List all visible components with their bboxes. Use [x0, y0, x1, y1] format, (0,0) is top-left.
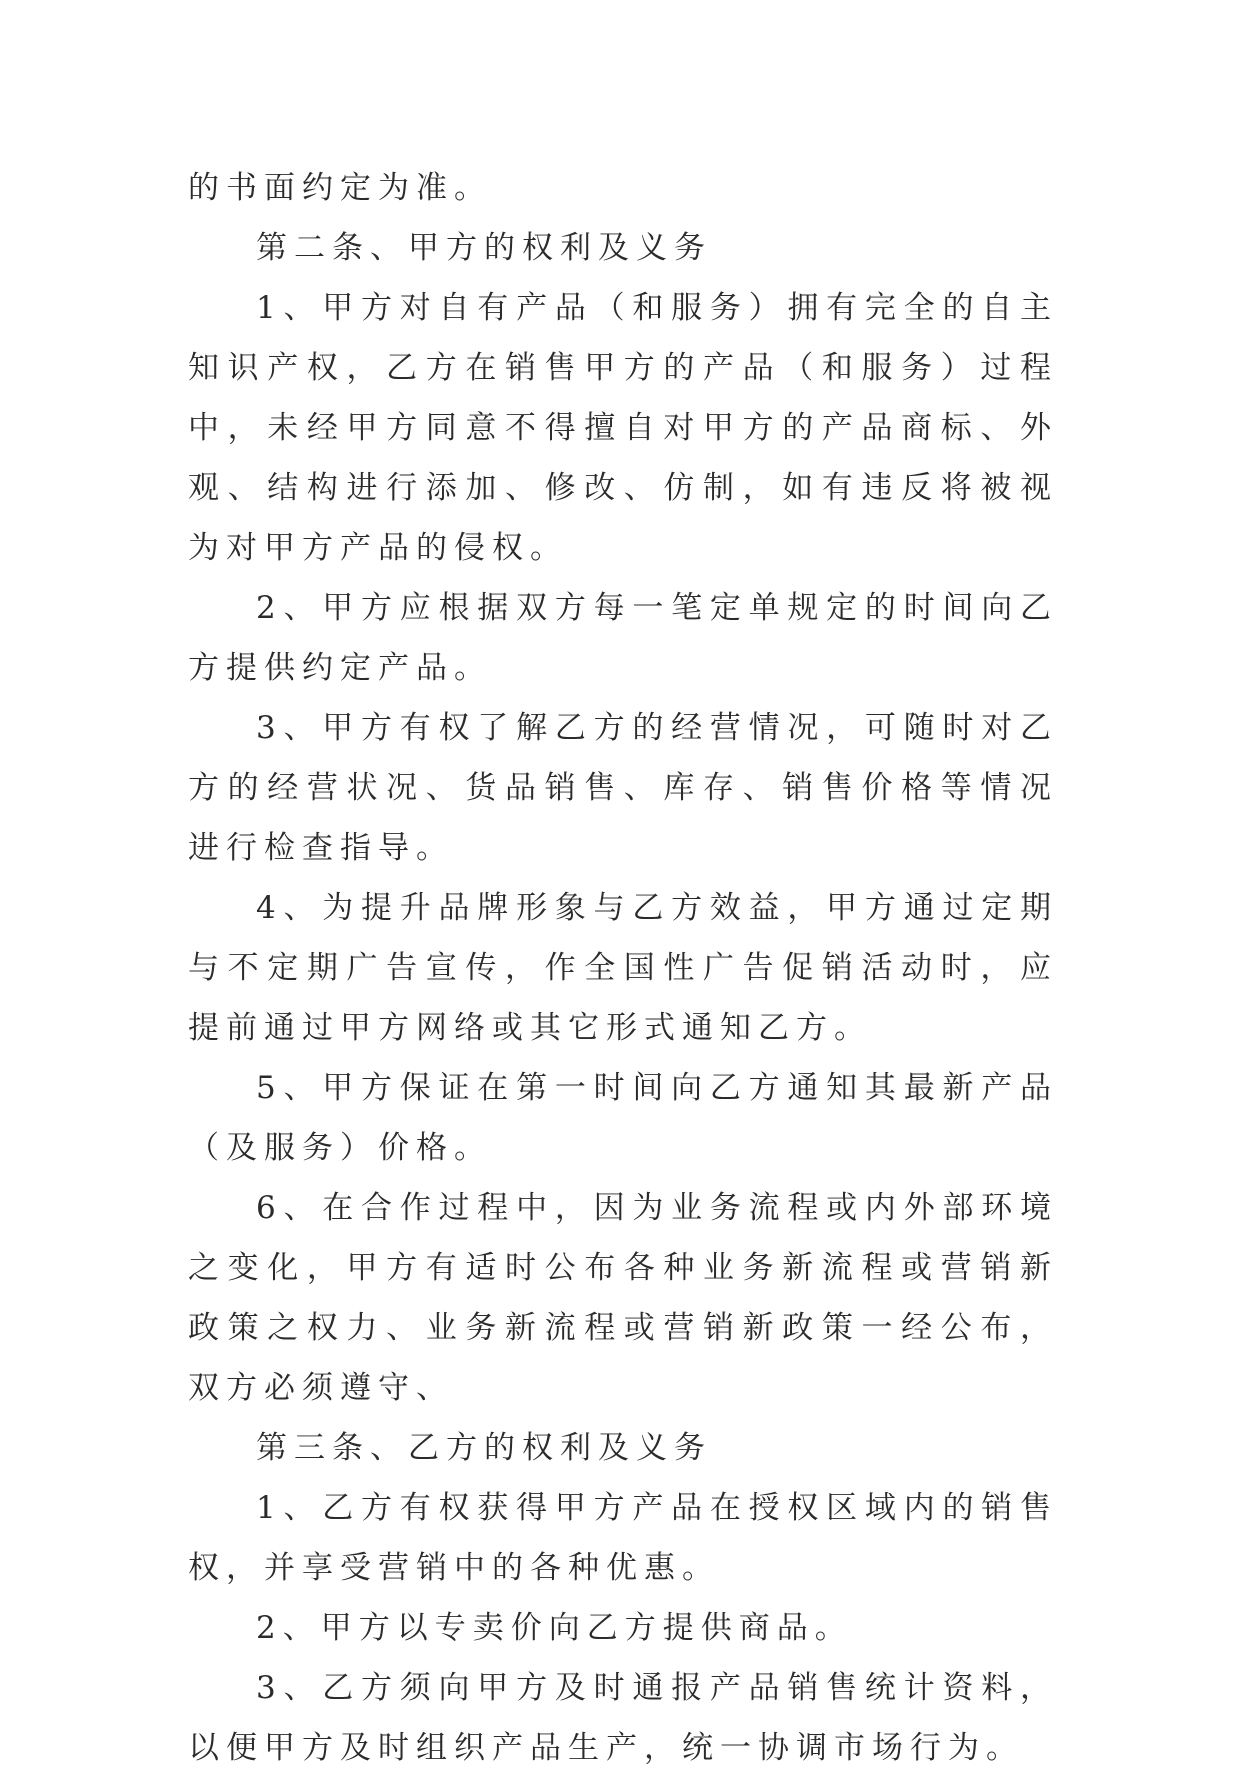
article-3-clause-1: 1、乙方有权获得甲方产品在授权区域内的销售权，并享受营销中的各种优惠。: [188, 1490, 1058, 1586]
paragraph-continuation: 的书面约定为准。: [188, 170, 492, 206]
article-2-heading: 第二条、甲方的权利及义务: [256, 230, 712, 266]
article-3-clause-3: 3、乙方须向甲方及时通报产品销售统计资料，以便甲方及时组织产品生产，统一协调市场行为。: [188, 1670, 1058, 1766]
article-2-clause-5: 5、甲方保证在第一时间向乙方通知其最新产品（及服务）价格。: [188, 1070, 1058, 1166]
article-2-clause-3: 3、甲方有权了解乙方的经营情况，可随时对乙方的经营状况、货品销售、库存、销售价格等情况进行检查指导。: [188, 710, 1058, 866]
article-2-clause-4: 4、为提升品牌形象与乙方效益，甲方通过定期与不定期广告宣传，作全国性广告促销活动时，应提前通过甲方网络或其它形式通知乙方。: [188, 890, 1058, 1046]
article-2-clause-2: 2、甲方应根据双方每一笔定单规定的时间向乙方提供约定产品。: [188, 590, 1058, 686]
document-body: [188, 158, 1058, 1778]
article-3-heading: 第三条、乙方的权利及义务: [256, 1430, 712, 1466]
article-2-clause-1: 1、甲方对自有产品（和服务）拥有完全的自主知识产权，乙方在销售甲方的产品（和服务）过程中，未经甲方同意不得擅自对甲方的产品商标、外观、结构进行添加、修改、仿制，如有违反将被视为对甲方产品的侵权。: [188, 290, 1058, 566]
article-3-clause-2: 2、甲方以专卖价向乙方提供商品。: [256, 1610, 853, 1646]
article-2-clause-6: 6、在合作过程中，因为业务流程或内外部环境之变化，甲方有适时公布各种业务新流程或营销新政策之权力、业务新流程或营销新政策一经公布，双方必须遵守、: [188, 1190, 1058, 1406]
